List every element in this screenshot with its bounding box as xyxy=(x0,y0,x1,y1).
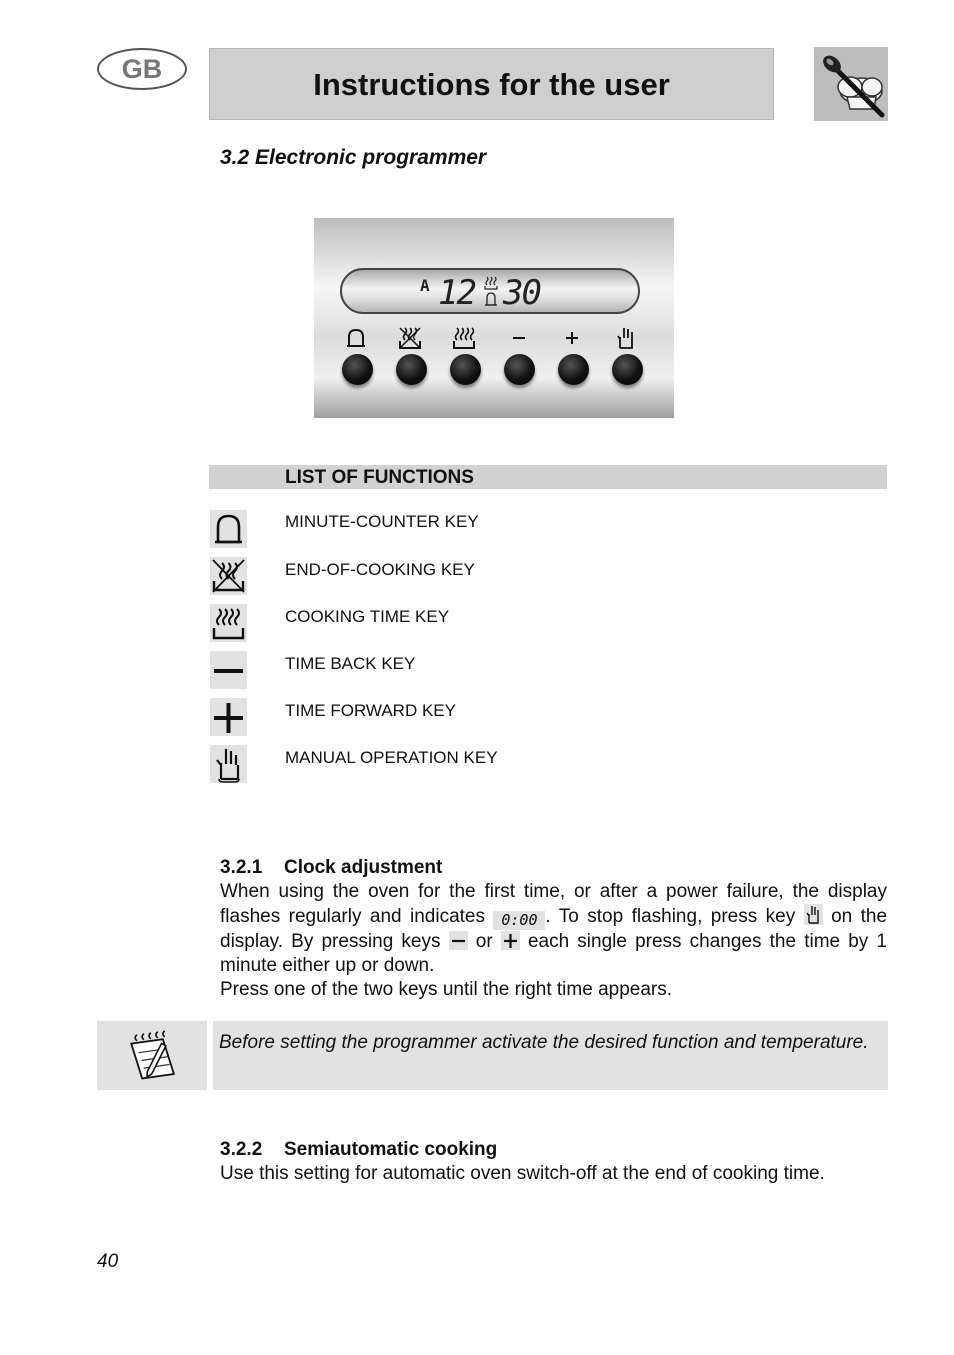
minute-counter-knob[interactable] xyxy=(342,354,373,385)
function-label: TIME FORWARD KEY xyxy=(285,701,456,720)
heading-number: 3.2.2 xyxy=(220,1139,263,1160)
semiautomatic-paragraph: Use this setting for automatic oven switch-off at the end of cooking time. xyxy=(220,1163,825,1184)
title-banner xyxy=(209,48,774,120)
notepad-pencil-icon xyxy=(97,1021,207,1090)
paragraph-text: or xyxy=(475,931,493,952)
display-hours: 12 xyxy=(438,273,475,313)
end-of-cooking-knob[interactable] xyxy=(396,354,427,385)
page-title: Instructions for the user xyxy=(313,67,670,102)
paragraph-text: . To stop flashing, press key xyxy=(545,906,796,927)
hand-icon xyxy=(210,745,247,783)
functions-heading: LIST OF FUNCTIONS xyxy=(285,467,474,488)
programmer-panel-illustration xyxy=(314,218,674,418)
hand-icon xyxy=(804,904,823,925)
function-label: TIME BACK KEY xyxy=(285,654,416,673)
end-of-cooking-icon xyxy=(210,557,247,595)
note-icon-cell xyxy=(97,1021,207,1090)
page-number: 40 xyxy=(97,1251,119,1272)
bell-icon xyxy=(344,326,368,350)
heading-number: 3.2.1 xyxy=(220,857,263,878)
display-minutes: 30 xyxy=(503,273,540,313)
function-label: COOKING TIME KEY xyxy=(285,607,450,626)
clock-adjustment-heading xyxy=(220,857,442,879)
end-of-cooking-icon xyxy=(398,326,422,350)
clock-adjustment-paragraph xyxy=(220,880,887,1002)
paragraph-text: When using the oven for the first time, or after a power failure, the display flashes regularly and indicates xyxy=(220,881,887,927)
time-back-knob[interactable] xyxy=(504,354,535,385)
display-indicator-icons xyxy=(484,275,498,314)
cooking-time-icon xyxy=(210,604,247,642)
manual-operation-knob[interactable] xyxy=(612,354,643,385)
heading-title: Semiautomatic cooking xyxy=(284,1139,498,1160)
minus-icon xyxy=(210,651,247,689)
function-label: MINUTE-COUNTER KEY xyxy=(285,512,479,531)
note-text: Before setting the programmer activate the desired function and temperature. xyxy=(219,1032,869,1053)
section-title: 3.2 Electronic programmer xyxy=(220,146,487,169)
semiautomatic-heading xyxy=(220,1139,497,1161)
cooking-time-knob[interactable] xyxy=(450,354,481,385)
bell-icon xyxy=(210,510,247,548)
cooking-time-icon xyxy=(452,326,476,350)
display-value-0-00: 0:00 xyxy=(493,911,545,930)
display-mode-letter: A xyxy=(420,276,430,295)
paragraph-text: on the display. By pressing keys xyxy=(220,906,888,952)
paragraph-text: each single press changes the time by 1 minute either up or down. xyxy=(220,931,887,976)
function-label: MANUAL OPERATION KEY xyxy=(285,748,498,767)
country-badge xyxy=(97,48,187,90)
plus-icon xyxy=(560,326,584,350)
programmer-display xyxy=(340,268,640,314)
minus-icon xyxy=(449,931,468,950)
heading-title: Clock adjustment xyxy=(284,857,443,878)
functions-heading-bar xyxy=(209,465,887,489)
hand-icon xyxy=(614,326,638,350)
plus-icon xyxy=(210,698,247,736)
function-label: END-OF-COOKING KEY xyxy=(285,560,475,579)
plus-icon xyxy=(501,931,520,950)
time-forward-knob[interactable] xyxy=(558,354,589,385)
minus-icon xyxy=(507,326,531,350)
note-box xyxy=(213,1021,888,1090)
chef-hat-spoon-icon xyxy=(814,47,888,121)
paragraph-text: Press one of the two keys until the right time appears. xyxy=(220,979,673,1000)
country-code: GB xyxy=(121,53,163,84)
